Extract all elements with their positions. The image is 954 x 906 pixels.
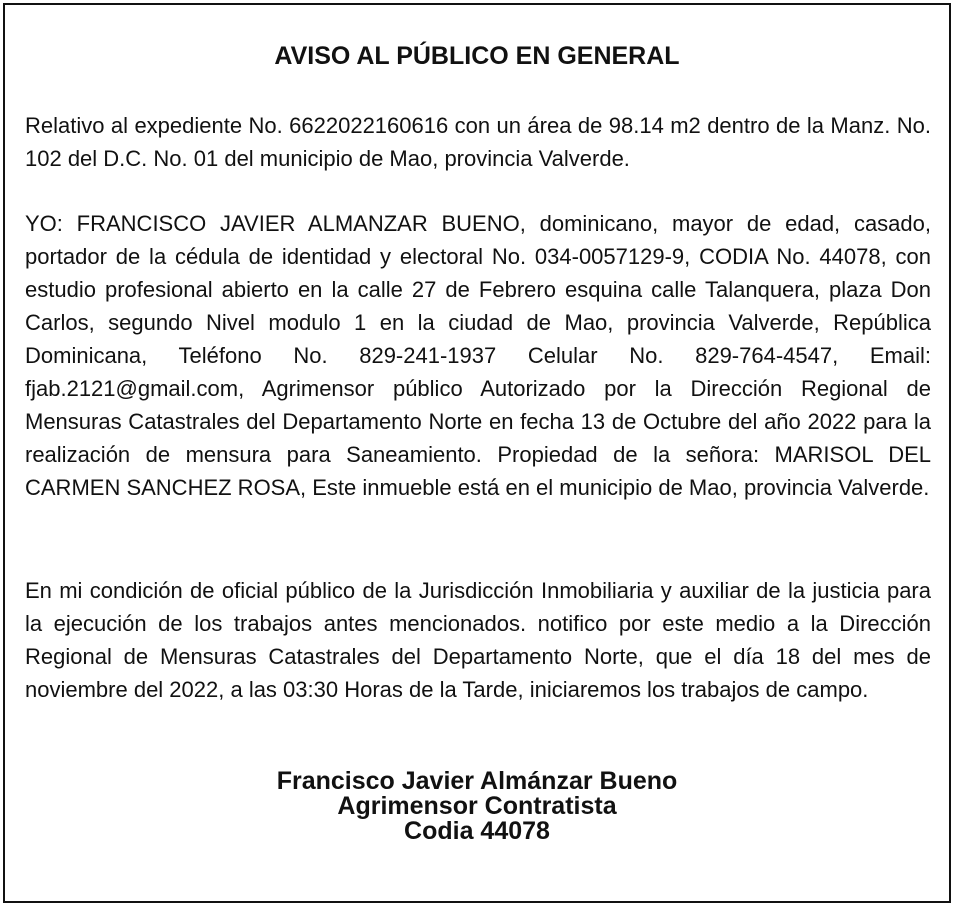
signature-role: Agrimensor Contratista — [337, 792, 617, 820]
notice-title: AVISO AL PÚBLICO EN GENERAL — [274, 42, 680, 70]
paragraph-fieldwork-notification: En mi condición de oficial público de la Jurisdicción Inmobiliaria y auxiliar de la justicia para la ejecución de los trabajos antes mencionados. notifico por este medio a la Dirección Regional de Mensuras Catastrales del Departamento Norte, que el día 18 del mes de noviembre del 2022, a las 03:30 Horas de la Tarde, iniciaremos los trabajos de campo. — [25, 578, 931, 702]
signature-block — [5, 769, 949, 844]
signature-license: Codia 44078 — [404, 817, 550, 845]
paragraph-file-reference: Relativo al expediente No. 6622022160616 con un área de 98.14 m2 dentro de la Manz. No. 102 del D.C. No. 01 del municipio de Mao, provincia Valverde. — [25, 113, 931, 171]
signature-name: Francisco Javier Almánzar Bueno — [276, 767, 678, 795]
notice-frame — [3, 3, 951, 903]
paragraph-surveyor-declaration: YO: FRANCISCO JAVIER ALMANZAR BUENO, dominicano, mayor de edad, casado, portador de la cédula de identidad y electoral No. 034-0057129-9, CODIA No. 44078, con estudio profesional abierto en la calle 27 de Febrero esquina calle Talanquera, plaza Don Carlos, segundo Nivel modulo 1 en la ciudad de Mao, provincia Valverde, República Dominicana, Teléfono No. 829-241-1937 Celular No. 829-764-4547, Email: fjab.2121@gmail.com, Agrimensor público Autorizado por la Dirección Regional de Mensuras Catastrales del Departamento Norte en fecha 13 de Octubre del año 2022 para la realización de mensura para Saneamiento. Propiedad de la señora: MARISOL DEL CARMEN SANCHEZ ROSA, Este inmueble está en el municipio de Mao, provincia Valverde. — [25, 211, 931, 500]
